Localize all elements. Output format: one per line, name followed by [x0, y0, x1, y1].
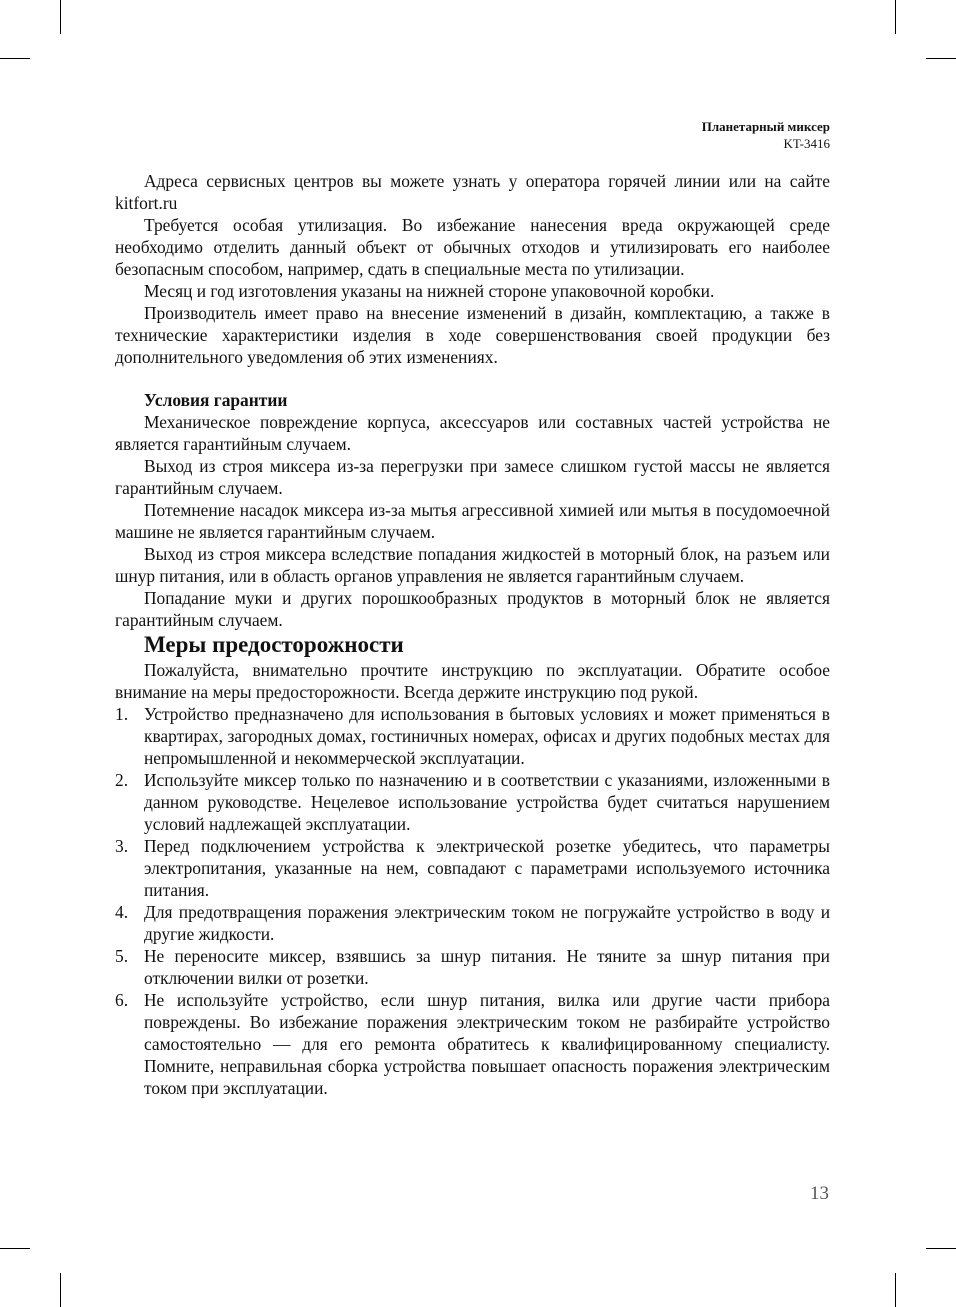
precautions-title: Меры предосторожности — [144, 632, 404, 657]
warranty-paragraph: Выход из строя миксера вследствие попадания жидкостей в моторный блок, на разъем или шнур питания, или в область органов управления не является гарантийным случаем. — [115, 544, 830, 586]
crop-mark — [60, 1273, 61, 1307]
crop-mark — [895, 1273, 896, 1307]
intro-paragraph: Требуется особая утилизация. Во избежание нанесения вреда окружающей среде необходимо отделить данный объект от обычных отходов и утилизировать его наиболее безопасным способом, например, сдать в специальные места по утилизации. — [115, 215, 830, 279]
list-item-number: 1. — [115, 704, 129, 724]
list-item — [115, 835, 830, 901]
precautions-intro: Пожалуйста, внимательно прочтите инструкцию по эксплуатации. Обратите особое внимание на меры предосторожности. Всегда держите инструкцию под рукой. — [115, 660, 830, 702]
list-item — [115, 945, 830, 989]
list-item-number: 3. — [115, 836, 129, 856]
header-model: KT-3416 — [783, 136, 830, 151]
warranty-paragraph: Механическое повреждение корпуса, аксессуаров или составных частей устройства не является гарантийным случаем. — [115, 412, 830, 454]
warranty-paragraph: Попадание муки и других порошкообразных продуктов в моторный блок не является гарантийным случаем. — [115, 588, 830, 630]
crop-mark — [926, 58, 956, 59]
list-item — [115, 703, 830, 769]
intro-paragraph: Производитель имеет право на внесение изменений в дизайн, комплектацию, а также в технические характеристики изделия в ходе совершенствования своей продукции без дополнительного уведомления об этих изменениях. — [115, 303, 830, 367]
list-item-number: 2. — [115, 770, 129, 790]
crop-mark — [0, 58, 30, 59]
warranty-paragraph: Потемнение насадок миксера из-за мытья агрессивной химией или мытья в посудомоечной машине не является гарантийным случаем. — [115, 500, 830, 542]
list-item-text: Не переносите миксер, взявшись за шнур питания. Не тяните за шнур питания при отключении вилки от розетки. — [144, 946, 830, 988]
list-item-text: Устройство предназначено для использования в бытовых условиях и может применяться в квартирах, загородных домах, гостиничных номерах, офисах и других подобных местах для непромышленной и некоммерческой эксплуатации. — [144, 704, 830, 768]
list-item-text: Перед подключением устройства к электрической розетке убедитесь, что параметры электропитания, указанные на нем, совпадают с параметрами используемого источника питания. — [144, 836, 830, 900]
list-item-text: Используйте миксер только по назначению и в соответствии с указаниями, изложенными в данном руководстве. Нецелевое использование устройства будет считаться нарушением условий надлежащей эксплуатации. — [144, 770, 830, 834]
list-item-number: 5. — [115, 946, 129, 966]
warranty-title: Условия гарантии — [144, 390, 288, 410]
list-item — [115, 769, 830, 835]
precautions-list — [115, 703, 830, 1099]
crop-mark — [60, 0, 61, 34]
crop-mark — [0, 1248, 30, 1249]
list-item-text: Для предотвращения поражения электрическим током не погружайте устройство в воду и другие жидкости. — [144, 902, 830, 944]
header-title: Планетарный миксер — [701, 119, 830, 134]
crop-mark — [895, 0, 896, 34]
list-item-text: Не используйте устройство, если шнур питания, вилка или другие части прибора повреждены. Во избежание поражения электрическим током не разбирайте устройство самостоятельно — для его ремонта обратитесь к квалифицированному специалисту. Помните, неправильная сборка устройства повышает опасность поражения электрическим током при эксплуатации. — [144, 990, 830, 1098]
list-item — [115, 901, 830, 945]
list-item-number: 4. — [115, 902, 129, 922]
page-content — [115, 170, 830, 1099]
list-item — [115, 989, 830, 1099]
warranty-paragraph: Выход из строя миксера из-за перегрузки при замесе слишком густой массы не является гарантийным случаем. — [115, 456, 830, 498]
running-header — [702, 118, 830, 152]
crop-mark — [926, 1248, 956, 1249]
intro-paragraph: Месяц и год изготовления указаны на нижней стороне упаковочной коробки. — [144, 281, 715, 301]
intro-paragraph: Адреса сервисных центров вы можете узнать у оператора горячей линии или на сайте kitfort.ru — [115, 171, 830, 213]
page-number: 13 — [810, 1183, 829, 1204]
list-item-number: 6. — [115, 990, 129, 1010]
